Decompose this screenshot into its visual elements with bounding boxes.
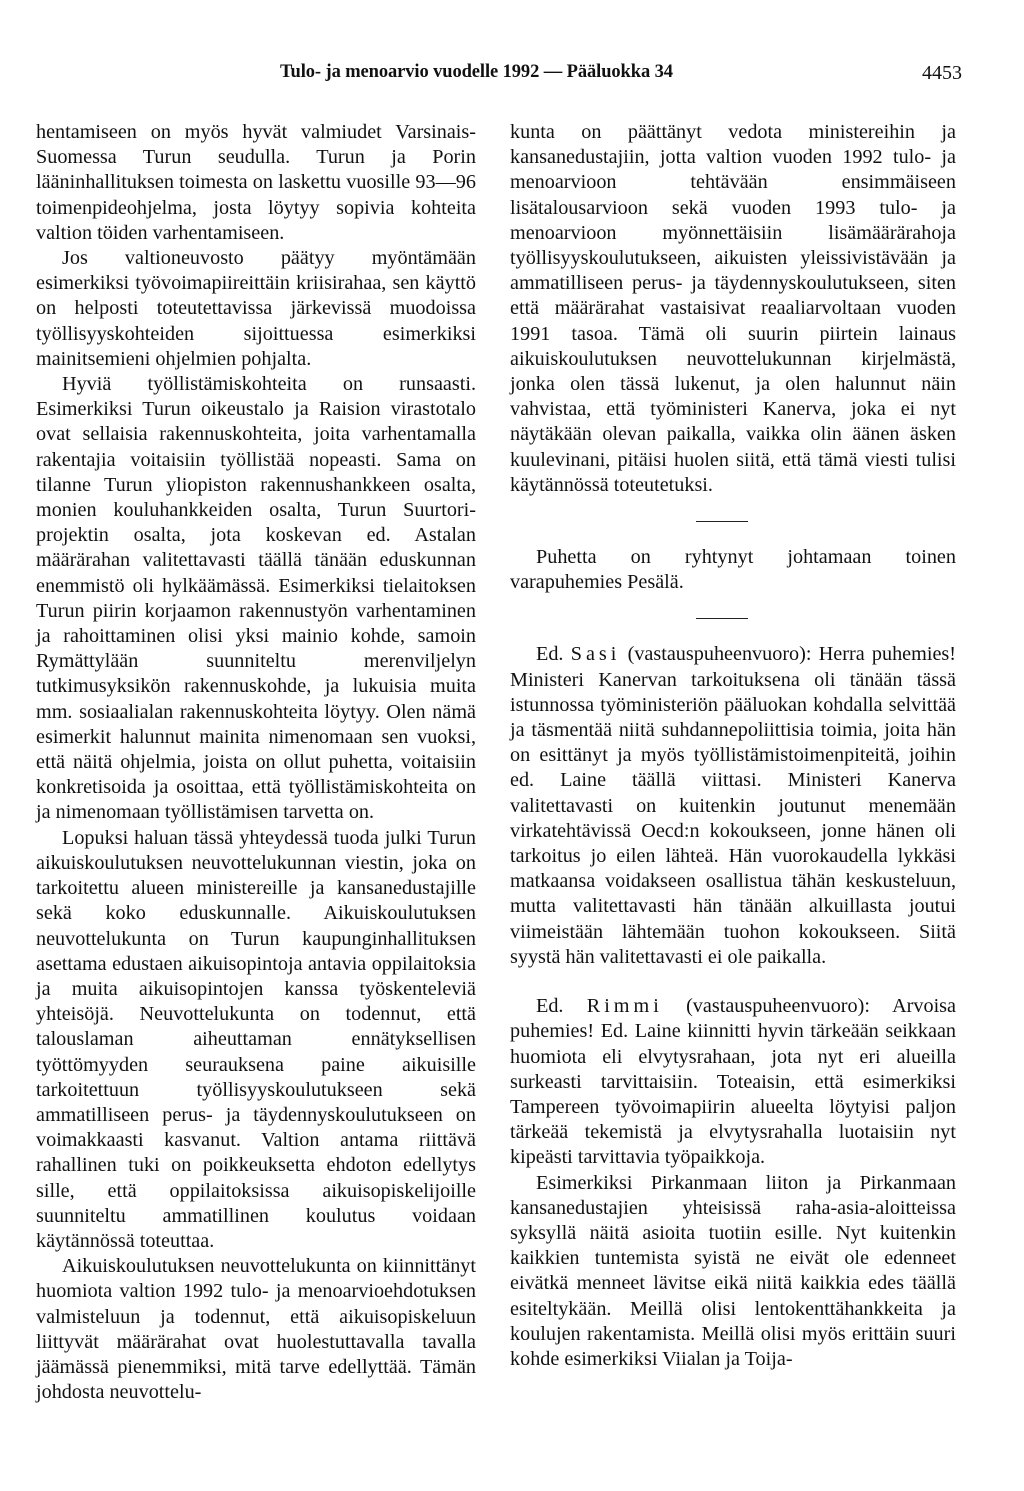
speaker-name: Sasi <box>570 643 621 666</box>
speech-text: (vastauspuheenvuoro): Herra puhemies! Ministeri Kanervan tarkoituksena oli tänään tässä istunnossa työministeriön pääluokan kohdalla selvittää ja täsmentää niitä suhdannepoliittisia toimia, joita hän on esittänyt ja myös työllistämistoimenpiteitä, joihin ed. Laine täällä viittasi. Ministeri Kanerva valitettavasti on kuitenkin joutunut menemään virkatehtävissä Oecd:n kokoukseen, jonne hänen oli tarkoitus jo eilen lähteä. Hän vuorokaudella lykkäsi matkaansa voidakseen osallistua tähän keskusteluun, mutta valitettavasti hän tänään alkuillasta joutui viimeistään lähtemään tuohon kokoukseen. Siitä syystä hän valitettavasti ei ole paikalla. <box>510 643 956 968</box>
left-column <box>36 120 476 1405</box>
running-header <box>30 62 962 92</box>
right-column <box>510 120 956 1372</box>
paragraph: Esimerkiksi Pirkanmaan liiton ja Pirkanmaan kansanedustajien yhteisissä raha-asia-aloitteissa syksyllä näitä asioita tuotiin esille. Nyt kuitenkin kaikkien tuntemista syistä ne eivät ole edenneet eivätkä menneet lävitse eikä niitä kaikkia edes täällä esiteltykään. Meillä olisi lentokenttähankkeita ja koulujen rakentamista. Meillä olisi myös erittäin suuri kohde esimerkiksi Viialan ja Toija- <box>510 1171 956 1370</box>
speaker-name: Rimmi <box>586 995 663 1018</box>
paragraph: Jos valtioneuvosto päätyy myöntämään esimerkiksi työvoimapiireittäin kriisirahaa, sen käyttö on helposti toteutettavissa järkevissä muodoissa työllisyyskohteiden sijoittuessa esimerkiksi mainitsemieni ohjelmien pohjalta. <box>36 247 476 370</box>
speech-text: (vastauspuheenvuoro): Arvoisa puhemies! Ed. Laine kiinnitti hyvin tärkeään seikkaan huomiota eli elvytysrahaan, jota nyt eri alueilla surkeasti tarvittaisiin. Toteaisin, että esimerkiksi Tampereen työvoimapiirin alueelta löytyisi paljon tärkeää tekemistä ja elvytysrahalla luotaisiin nyt kipeästi tarvittavia työpaikkoja. <box>510 995 956 1169</box>
header-title: Tulo- ja menoarvio vuodelle 1992 — Pääluokka 34 <box>280 62 673 82</box>
speech-rimmi <box>510 994 956 1170</box>
paragraph: Lopuksi haluan tässä yhteydessä tuoda julki Turun aikuiskoulutuksen neuvottelukunnan viestin, joka on tarkoitettu alueen ministereille ja kansanedustajille sekä koko eduskunnalle. Aikuiskoulutuksen neuvottelukunta on Turun kaupunginhallituksen asettama edustaen aikuisopintoja antavia oppilaitoksia ja muita aikuisopintojen kanssa työskenteleviä yhteisöjä. Neuvottelukunta on todennut, että talouslaman aiheuttaman ennätyksellisen työttömyyden seurauksena paine aikuisille tarkoitettuun työllisyyskoulutukseen sekä ammatilliseen perus- ja täydennyskoulutukseen on voimakkaasti kasvanut. Valtion antama riittävä rahallinen tuki on poikkeuksetta ehdoton edellytys sille, että oppilaitoksissa aikuisopiskelijoille suunniteltu ammatillinen koulutus voidaan käytännössä toteuttaa. <box>36 826 476 1252</box>
speech-sasi <box>510 642 956 970</box>
paragraph: Aikuiskoulutuksen neuvottelukunta on kiinnittänyt huomiota valtion 1992 tulo- ja menoarvioehdotuksen valmisteluun ja todennut, että aikuisopiskeluun liittyvät määrärahat ovat huolestuttavalla tavalla jäämässä pienemmiksi, mitä tarve edellyttää. Tämän johdosta neuvottelu- <box>36 1255 476 1404</box>
section-divider <box>696 618 748 619</box>
speaker-prefix: Ed. <box>536 643 564 666</box>
speaker-prefix: Ed. <box>536 995 564 1018</box>
paragraph: Hyviä työllistämiskohteita on runsaasti. Esimerkiksi Turun oikeustalo ja Raision virastotalo ovat sellaisia rakennuskohteita, joita varhentamalla rakentajia voitaisiin työllistää nopeasti. Sama on tilanne Turun yliopiston rakennushankkeen osalta, monien kouluhankkeiden osalta, Turun Suurtori-projektin osalta, jota koskevan ed. Astalan määrärahan valitettavasti täällä tänään eduskunnan enemmistö oli hylkäämässä. Esimerkiksi tielaitoksen Turun piirin korjaamon rakennustyön varhentaminen ja rahoittaminen olisi yksi mainio kohde, samoin Rymättylään suunniteltu merenviljelyn tutkimusyksikön rakennuskohde, ja lukuisia muita mm. sosiaalialan rakennuskohteita löytyy. Olen nämä esimerkit halunnut mainita nimenomaan sen vuoksi, että näitä ohjelmia, joista on ollut puhetta, voitaisiin konkretisoida ja osoittaa, että työllistämiskohteita on ja nimenomaan työllistämisen tarvetta on. <box>36 373 476 824</box>
section-divider <box>696 521 748 522</box>
paragraph: hentamiseen on myös hyvät valmiudet Varsinais-Suomessa Turun seudulla. Turun ja Porin lääninhallituksen toimesta on laskettu vuosille 93—96 toimenpideohjelma, josta löytyy sopivia kohteita valtion töiden varhentamiseen. <box>36 121 476 244</box>
chair-note: Puhetta on ryhtynyt johtamaan toinen varapuhemies Pesälä. <box>510 546 956 594</box>
paragraph: kunta on päättänyt vedota ministereihin ja kansanedustajiin, jotta valtion vuoden 1992 tulo- ja menoarvioon tehtävään ensimmäiseen lisätalousarvioon sekä vuoden 1993 tulo- ja menoarvioon myönnettäisiin lisämäärärahoja työllisyyskoulutukseen, aikuisten yleissivistävään ja ammatilliseen perus- ja täydennyskoulutukseen, siten että määrärahat vastaisivat reaaliarvoltaan vuoden 1991 tasoa. Tämä oli suurin piirtein lainaus aikuiskoulutuksen neuvottelukunnan kirjelmästä, jonka olen tässä lukenut, ja olen halunnut näin vahvistaa, että työministeri Kanerva, joka ei nyt näytäkään olevan paikalla, vaikka olin äänen äsken kuulevinani, pitäisi huolen siitä, että tämä viesti tulisi käytännössä toteutetuksi. <box>510 121 956 496</box>
page-number: 4453 <box>922 62 962 84</box>
